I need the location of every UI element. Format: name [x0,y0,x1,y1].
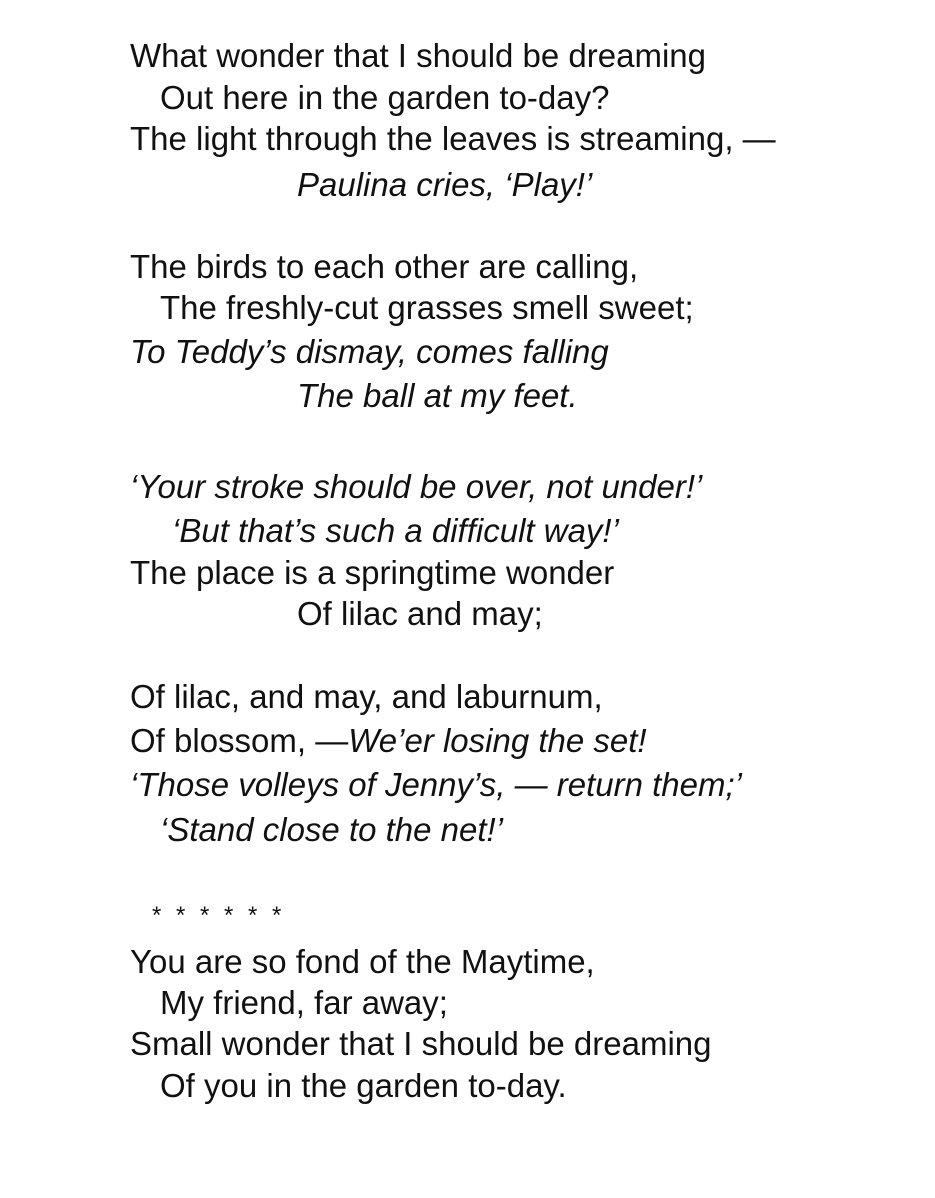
stanza2-line1: The birds to each other are calling, [130,248,639,285]
stanza4-line1: Of lilac, and may, and laburnum, [130,678,603,715]
stanza5-line4: Of you in the garden to-day. [160,1067,567,1104]
stanza4-line4: ‘Stand close to the net!’ [160,811,504,848]
stanza3-line3: The place is a springtime wonder [130,554,615,591]
stanza4-line3: ‘Those volleys of Jenny’s, — return them;’ [130,766,742,803]
stanza4-line2-italic: We’er losing the set! [348,722,647,759]
stanza2-line3: To Teddy’s dismay, comes falling [130,333,609,370]
stanza1-line2: Out here in the garden to-day? [160,79,610,116]
stanza1-line3: The light through the leaves is streaming, — [130,120,776,157]
stanza2-line2: The freshly-cut grasses smell sweet; [160,289,694,326]
stanza3-line1: ‘Your stroke should be over, not under!’ [130,468,703,505]
section-separator: * * * * * * [152,902,286,929]
stanza3-line2: ‘But that’s such a difficult way!’ [172,512,619,549]
stanza5-line3: Small wonder that I should be dreaming [130,1025,712,1062]
stanza1-line1: What wonder that I should be dreaming [130,37,707,74]
stanza4-line2 [130,721,647,761]
stanza3-line4: Of lilac and may; [297,595,543,632]
stanza5-line1: You are so fond of the Maytime, [130,943,595,980]
stanza1-line4: Paulina cries, ‘Play!’ [297,166,593,203]
stanza4-line2-roman: Of blossom, — [130,722,349,759]
stanza2-line4: The ball at my feet. [297,377,578,414]
stanza5-line2: My friend, far away; [160,984,448,1021]
